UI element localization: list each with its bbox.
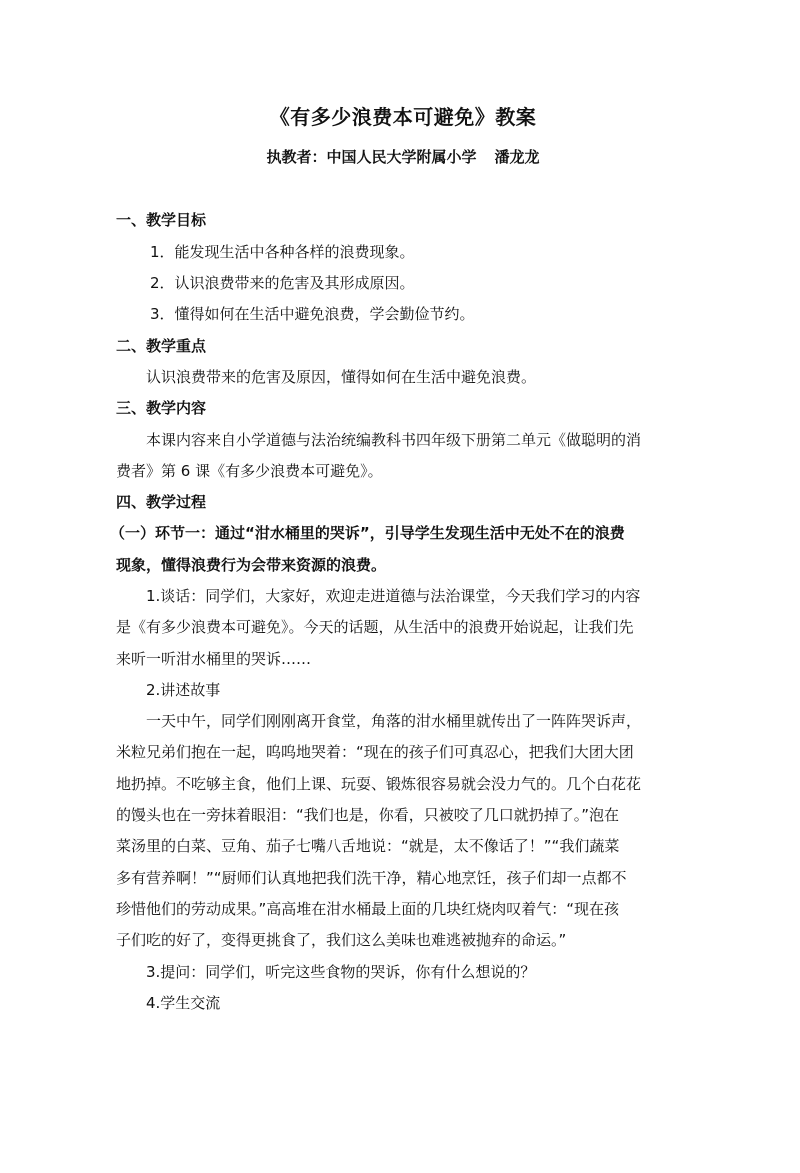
goal-item: 3．懂得如何在生活中避免浪费，学会勤俭节约。 <box>150 305 475 323</box>
step-question: 3.提问：同学们，听完这些食物的哭诉，你有什么想说的？ <box>146 963 536 981</box>
story-line: 米粒兄弟们抱在一起，呜呜地哭着：“现在的孩子们可真忍心，把我们大团大团 <box>116 743 634 761</box>
step-story-title: 2.讲述故事 <box>146 681 221 699</box>
step-student-exchange: 4.学生交流 <box>146 994 221 1012</box>
section-heading-goals: 一、教学目标 <box>116 211 207 229</box>
goal-item: 2．认识浪费带来的危害及其形成原因。 <box>150 274 415 292</box>
stage-one-heading-line: （一）环节一：通过“泔水桶里的哭诉”，引导学生发现生活中无处不在的浪费 <box>110 524 625 542</box>
author-line <box>116 147 690 167</box>
story-line: 地扔掉。不吃够主食，他们上课、玩耍、锻炼很容易就会没力气的。几个白花花 <box>116 775 642 793</box>
step-talk-line: 来听一听泔水桶里的哭诉…… <box>116 650 312 668</box>
story-line: 子们吃的好了，变得更挑食了，我们这么美味也难逃被抛弃的命运。” <box>116 931 567 949</box>
author-name: 潘龙龙 <box>494 148 540 166</box>
author-label: 执教者：中国人民大学附属小学 <box>266 148 477 166</box>
story-line: 珍惜他们的劳动成果。”高高堆在泔水桶最上面的几块红烧肉叹着气：“现在孩 <box>116 900 620 918</box>
section-heading-focus: 二、教学重点 <box>116 337 207 355</box>
stage-one-heading-line: 现象，懂得浪费行为会带来资源的浪费。 <box>116 556 387 574</box>
section-heading-content: 三、教学内容 <box>116 399 207 417</box>
lesson-plan-page <box>110 0 690 1173</box>
goal-item: 1．能发现生活中各种各样的浪费现象。 <box>150 243 415 261</box>
story-line: 一天中午，同学们刚刚离开食堂，角落的泔水桶里就传出了一阵阵哭诉声， <box>146 712 642 730</box>
document-title: 《有多少浪费本可避免》教案 <box>269 105 537 129</box>
section-heading-process: 四、教学过程 <box>116 493 207 511</box>
content-paragraph-line: 本课内容来自小学道德与法治统编教科书四年级下册第二单元《做聪明的消 <box>146 431 642 449</box>
story-line: 多有营养啊！”“厨师们认真地把我们洗干净，精心地烹饪，孩子们却一点都不 <box>116 869 627 887</box>
story-line: 的馒头也在一旁抹着眼泪：“我们也是，你看，只被咬了几口就扔掉了。”泡在 <box>116 806 620 824</box>
focus-text: 认识浪费带来的危害及原因，懂得如何在生活中避免浪费。 <box>146 368 537 386</box>
step-talk-line: 是《有多少浪费本可避免》。今天的话题，从生活中的浪费开始说起，让我们先 <box>116 618 634 636</box>
story-line: 菜汤里的白菜、豆角、茄子七嘴八舌地说：“就是，太不像话了！”“我们蔬菜 <box>116 837 620 855</box>
step-talk-line: 1.谈话：同学们，大家好，欢迎走进道德与法治课堂，今天我们学习的内容 <box>146 587 641 605</box>
content-paragraph-line: 费者》第 6 课《有多少浪费本可避免》。 <box>116 462 383 480</box>
